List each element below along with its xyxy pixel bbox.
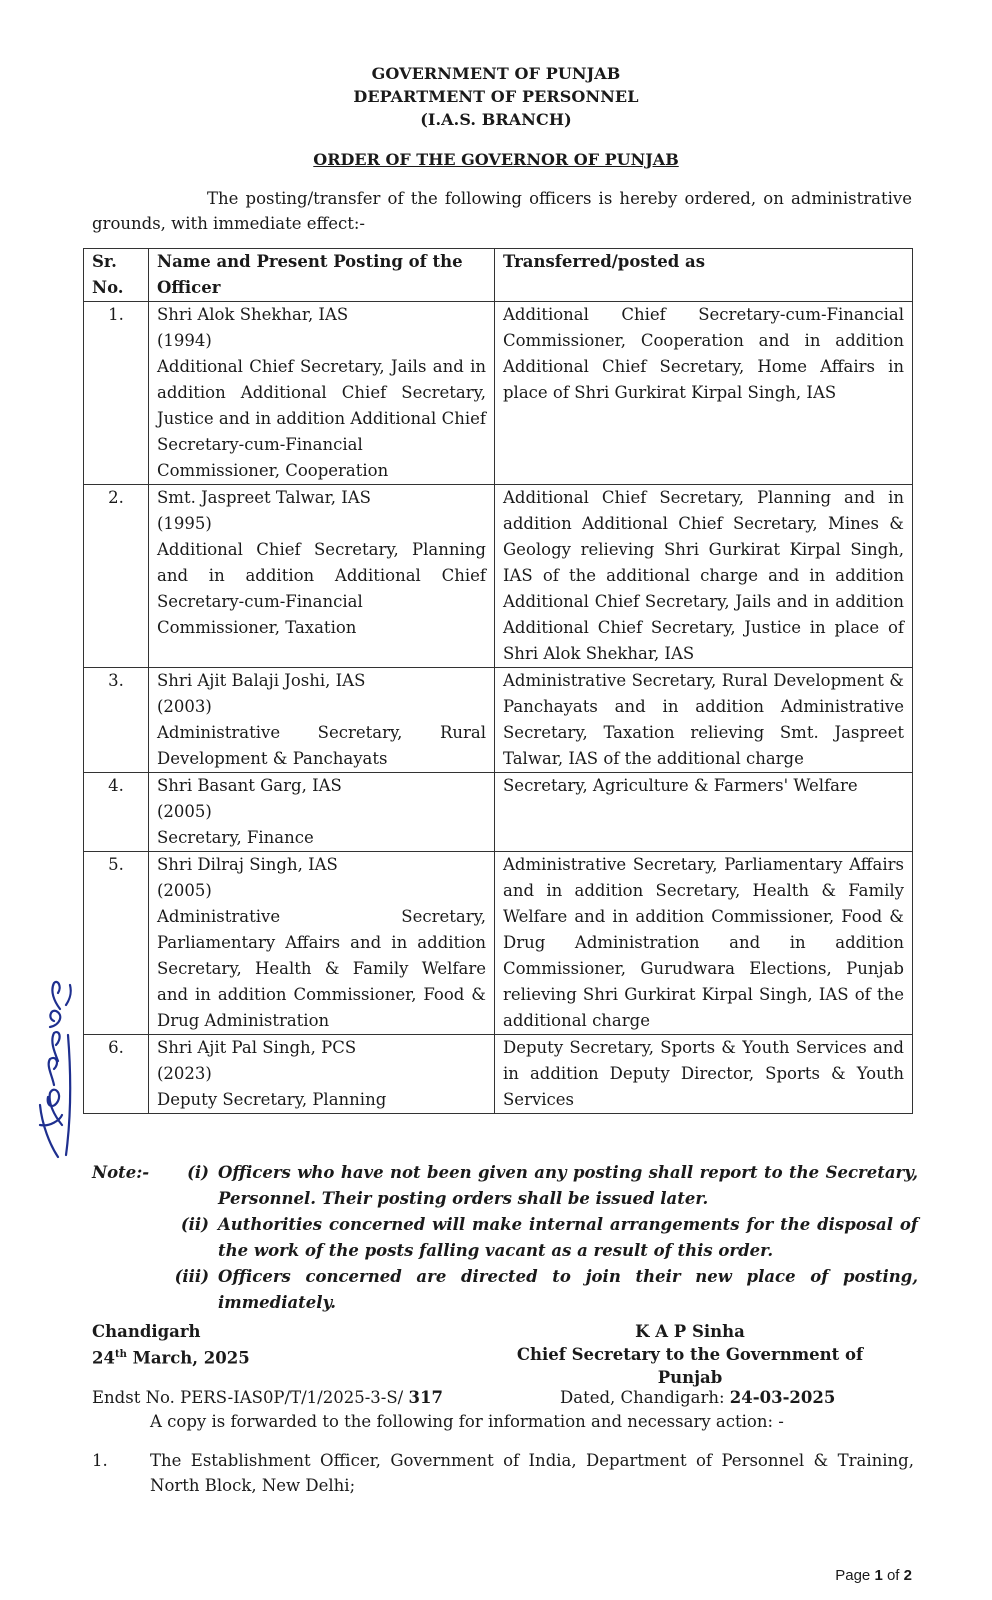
officer-batch: (2005) xyxy=(157,881,212,900)
signatory-title: Chief Secretary to the Government of Punjab xyxy=(516,1345,864,1387)
note-item xyxy=(92,1264,918,1316)
note-item xyxy=(92,1212,918,1264)
new-posting: Administrative Secretary, Rural Development & Panchayats and in addition Administrative Secretary, Taxation relieving Smt. Jaspreet Talwar, IAS of the additional charge xyxy=(503,671,904,768)
place-date-block xyxy=(92,1320,250,1370)
header-line-2: DEPARTMENT OF PERSONNEL xyxy=(353,87,639,106)
sr-number: 1. xyxy=(108,305,124,324)
officer-name: Shri Alok Shekhar, IAS xyxy=(157,305,349,324)
present-posting: Deputy Secretary, Planning xyxy=(157,1090,387,1109)
notes-section xyxy=(92,1160,918,1316)
officer-batch: (2023) xyxy=(157,1064,212,1083)
table-row xyxy=(84,1035,913,1114)
signatory-block xyxy=(485,1320,895,1389)
note-text: Officers who have not been given any posting shall report to the Secretary, Personnel. Their posting orders shall be issued later. xyxy=(218,1163,918,1208)
sr-number: 5. xyxy=(108,855,124,874)
page-number: Page 1 of 2 xyxy=(835,1567,912,1584)
intro-paragraph: The posting/transfer of the following officers is hereby ordered, on administrative grounds, with immediate effect:- xyxy=(92,189,912,233)
present-posting: Additional Chief Secretary, Planning and in addition Additional Chief Secretary-cum-Financial Commissioner, Taxation xyxy=(157,540,486,637)
table-row xyxy=(84,302,913,485)
new-posting: Deputy Secretary, Sports & Youth Services and in addition Deputy Director, Sports & Youth Services xyxy=(503,1038,904,1109)
list-item-text: The Establishment Officer, Government of India, Department of Personnel & Training, North Block, New Delhi; xyxy=(150,1451,914,1495)
table-row xyxy=(84,773,913,852)
note-item xyxy=(92,1160,918,1212)
present-posting: Additional Chief Secretary, Jails and in addition Additional Chief Secretary, Justice and in addition Additional Chief Secretary-cum-Financial Commissioner, Cooperation xyxy=(157,357,486,480)
new-posting: Secretary, Agriculture & Farmers' Welfare xyxy=(503,776,858,795)
transfer-table xyxy=(83,248,913,1114)
table-row xyxy=(84,485,913,668)
present-posting: Secretary, Finance xyxy=(157,828,314,847)
sr-number: 6. xyxy=(108,1038,124,1057)
list-item xyxy=(92,1448,914,1498)
note-text: Authorities concerned will make internal arrangements for the disposal of the work of the posts falling vacant as a result of this order. xyxy=(218,1215,918,1260)
note-label: Note:- xyxy=(92,1163,150,1182)
list-item-number: 1. xyxy=(92,1451,108,1470)
header-line-1: GOVERNMENT OF PUNJAB xyxy=(371,64,621,83)
officer-name: Shri Basant Garg, IAS xyxy=(157,776,342,795)
forward-text: A copy is forwarded to the following for information and necessary action: - xyxy=(150,1412,784,1431)
signatory-name: K A P Sinha xyxy=(635,1322,745,1341)
present-posting: Administrative Secretary, Parliamentary Affairs and in addition Secretary, Health & Family Welfare and in addition Commissioner, Food & Drug Administration xyxy=(157,907,486,1030)
order-date: 24th March, 2025 xyxy=(92,1348,250,1368)
order-title: ORDER OF THE GOVERNOR OF PUNJAB xyxy=(313,150,679,169)
officer-batch: (2003) xyxy=(157,697,212,716)
endorsement-date: Dated, Chandigarh: 24-03-2025 xyxy=(560,1388,836,1407)
note-text: Officers concerned are directed to join their new place of posting, immediately. xyxy=(218,1267,918,1312)
new-posting: Additional Chief Secretary-cum-Financial Commissioner, Cooperation and in addition Additional Chief Secretary, Home Affairs in place of Shri Gurkirat Kirpal Singh, IAS xyxy=(503,305,904,402)
officer-name: Shri Dilraj Singh, IAS xyxy=(157,855,338,874)
header-sr-no: Sr. No. xyxy=(84,249,149,302)
table-header-row xyxy=(84,249,913,302)
officer-name: Smt. Jaspreet Talwar, IAS xyxy=(157,488,371,507)
sr-number: 4. xyxy=(108,776,124,795)
table-row xyxy=(84,852,913,1035)
officer-batch: (1995) xyxy=(157,514,212,533)
table-row xyxy=(84,668,913,773)
present-posting: Administrative Secretary, Rural Development & Panchayats xyxy=(157,723,486,768)
officer-name: Shri Ajit Balaji Joshi, IAS xyxy=(157,671,366,690)
new-posting: Administrative Secretary, Parliamentary Affairs and in addition Secretary, Health & Family Welfare and in addition Commissioner, Food & Drug Administration and in addition Commissioner, Gurudwara Elections, Punjab relieving Shri Gurkirat Kirpal Singh, IAS of the additional charge xyxy=(503,855,904,1030)
place: Chandigarh xyxy=(92,1322,201,1341)
officer-batch: (2005) xyxy=(157,802,212,821)
document-header xyxy=(0,62,992,131)
endorsement-number: Endst No. PERS-IAS0P/T/1/2025-3-S/ 317 xyxy=(92,1388,443,1407)
sr-number: 3. xyxy=(108,671,124,690)
officer-batch: (1994) xyxy=(157,331,212,350)
header-line-3: (I.A.S. BRANCH) xyxy=(420,110,572,129)
handwritten-signature-icon xyxy=(20,975,80,1165)
new-posting: Additional Chief Secretary, Planning and in addition Additional Chief Secretary, Mines & Geology relieving Shri Gurkirat Kirpal Singh, IAS of the additional charge and in addition Additional Chief Secretary, Jails and in addition Additional Chief Secretary, Justice in place of Shri Alok Shekhar, IAS xyxy=(503,488,904,663)
header-transferred: Transferred/posted as xyxy=(495,249,913,302)
sr-number: 2. xyxy=(108,488,124,507)
note-number: (ii) xyxy=(180,1215,209,1234)
note-number: (iii) xyxy=(174,1267,209,1286)
endorsement-line xyxy=(92,1385,918,1410)
note-number: (i) xyxy=(187,1163,209,1182)
header-name-posting: Name and Present Posting of the Officer xyxy=(149,249,495,302)
officer-name: Shri Ajit Pal Singh, PCS xyxy=(157,1038,357,1057)
